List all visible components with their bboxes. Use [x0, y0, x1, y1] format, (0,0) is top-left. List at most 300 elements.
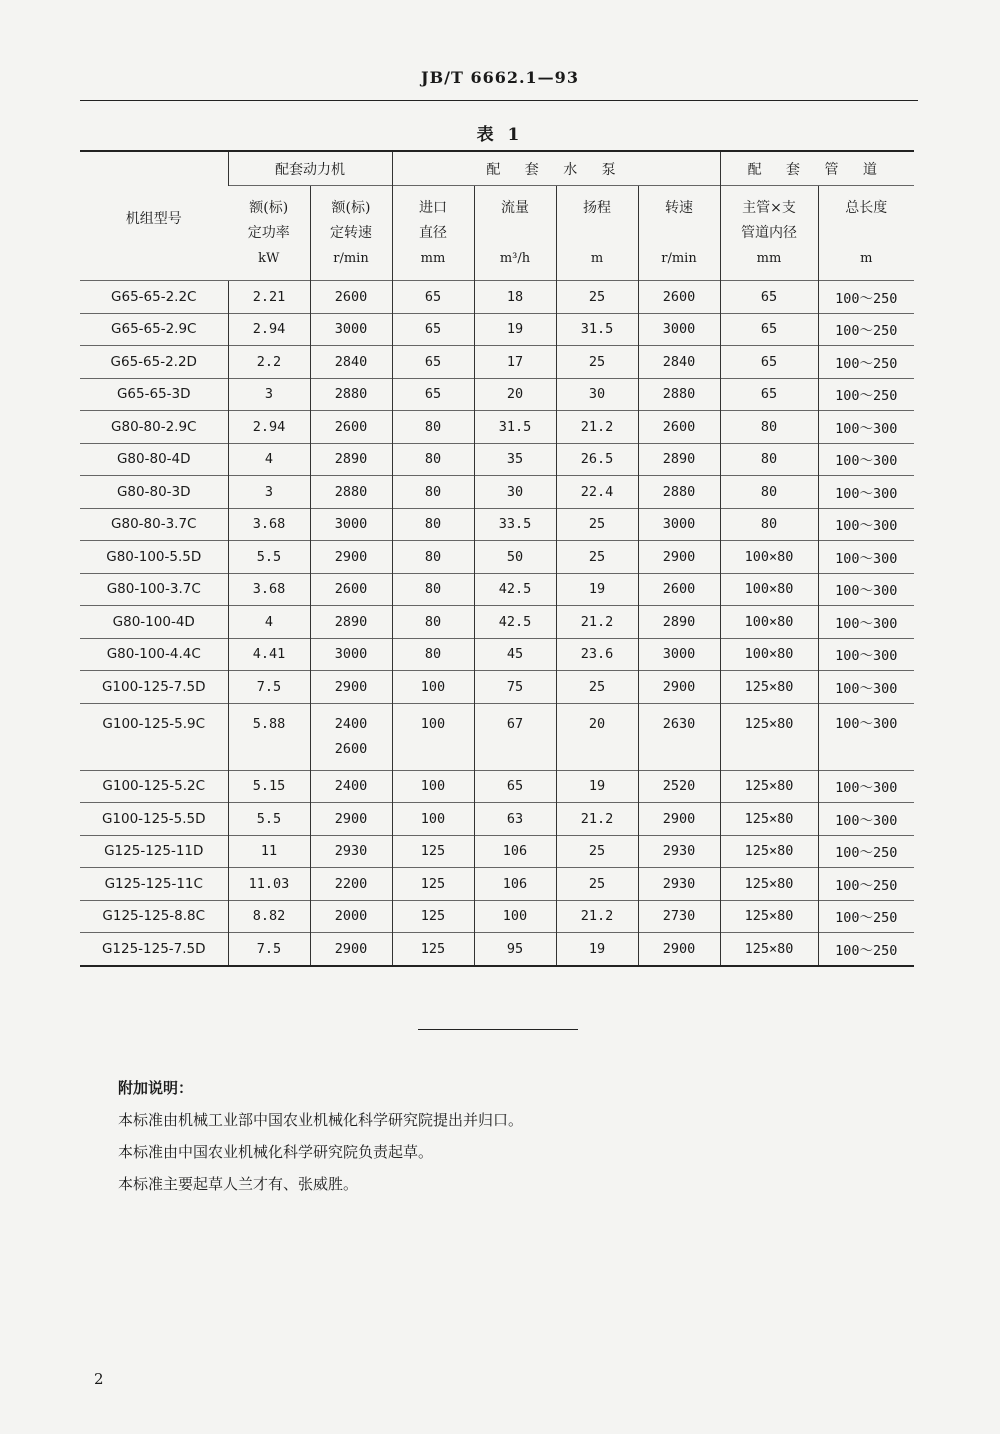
cell-value: 2200: [334, 875, 368, 892]
table-cell: [638, 573, 720, 606]
table-row: [80, 443, 914, 476]
cell-value: 2890: [334, 451, 368, 468]
table-cell: [638, 508, 720, 541]
cell-value: 100～300: [835, 518, 898, 535]
cell-value: 2600: [662, 581, 696, 598]
table-row: [80, 508, 914, 541]
table-row: [80, 803, 914, 836]
table-cell: [720, 313, 818, 346]
cell-value: 3: [264, 483, 274, 500]
model-cell: [80, 638, 228, 671]
table-cell: [638, 346, 720, 379]
cell-value: G65-65-3D: [116, 386, 191, 403]
cell-value: 31.5: [580, 321, 614, 338]
table-cell: [638, 378, 720, 411]
table-cell: [474, 508, 556, 541]
table-cell: [818, 411, 914, 444]
table-cell: [310, 573, 392, 606]
cell-value: 8.82: [252, 908, 286, 925]
table-cell: [556, 803, 638, 836]
cell-value: 25: [588, 288, 606, 305]
cell-value: 3.68: [252, 516, 286, 533]
model-cell: [80, 378, 228, 411]
cell-value: 31.5: [498, 418, 532, 435]
cell-value: 5.5: [256, 548, 282, 565]
table-cell: [474, 606, 556, 639]
spec-table: [80, 150, 914, 967]
table-cell: [392, 281, 474, 314]
cell-value: 25: [588, 678, 606, 695]
table-cell: [556, 770, 638, 803]
cell-value: 11: [260, 843, 278, 860]
cell-value: 33.5: [498, 516, 532, 533]
table-cell: [818, 606, 914, 639]
table-row: [80, 313, 914, 346]
column-unit: m: [860, 250, 873, 266]
table-cell: [474, 411, 556, 444]
column-header: [720, 186, 818, 281]
additional-notes: [118, 1072, 523, 1200]
cell-value: 21.2: [580, 418, 614, 435]
table-cell: [392, 671, 474, 704]
table-cell: [310, 346, 392, 379]
column-unit: r/min: [661, 250, 697, 266]
cell-value: 100: [420, 678, 446, 695]
cell-value: 100: [420, 810, 446, 827]
column-label: 流量: [501, 199, 529, 216]
table-cell: [818, 313, 914, 346]
cell-value: G125-125-11C: [104, 875, 203, 892]
table-cell: [556, 638, 638, 671]
cell-value: 5.5: [256, 810, 282, 827]
table-row: [80, 573, 914, 606]
column-unit: r/min: [333, 250, 369, 266]
power-unit-header: 配套动力机: [228, 151, 392, 186]
table-cell: [228, 933, 310, 966]
table-cell: [392, 835, 474, 868]
table-cell: [818, 541, 914, 574]
cell-value: 2000: [334, 908, 368, 925]
model-cell: [80, 868, 228, 901]
table-cell: [720, 281, 818, 314]
table-cell: [556, 671, 638, 704]
cell-value: 2600: [334, 581, 368, 598]
cell-value: 100～300: [835, 453, 898, 470]
header-rule: [80, 100, 918, 101]
table-cell: [310, 606, 392, 639]
cell-value: 2890: [662, 613, 696, 630]
table-cell: [474, 378, 556, 411]
cell-value: 21.2: [580, 810, 614, 827]
table-cell: [310, 476, 392, 509]
table-cell: [818, 803, 914, 836]
table-cell: [310, 378, 392, 411]
table-cell: [720, 508, 818, 541]
model-cell: [80, 671, 228, 704]
table-row: [80, 933, 914, 966]
cell-value: 2.2: [256, 353, 282, 370]
cell-value: G100-125-5.5D: [101, 810, 206, 827]
cell-value: 2600: [662, 288, 696, 305]
cell-value: 65: [424, 386, 442, 403]
column-label: 直径: [419, 224, 447, 241]
cell-value: 4: [264, 451, 274, 468]
table-cell: [392, 476, 474, 509]
cell-value: 35: [506, 451, 524, 468]
table-cell: [556, 573, 638, 606]
model-cell: [80, 835, 228, 868]
column-header: [228, 186, 310, 281]
table-cell: [556, 281, 638, 314]
cell-value: 100～250: [835, 323, 898, 340]
table-cell: [818, 346, 914, 379]
table-cell: [392, 638, 474, 671]
table-cell: [818, 770, 914, 803]
table-cell: [392, 868, 474, 901]
cell-value: 125×80: [744, 843, 794, 860]
cell-value: G125-125-11D: [104, 843, 204, 860]
cell-value: 2880: [334, 386, 368, 403]
table-title: 表 1: [476, 125, 524, 145]
cell-value: 100～300: [835, 780, 898, 797]
column-label: 定转速: [330, 224, 372, 241]
cell-value: 7.5: [256, 678, 282, 695]
cell-value: 2930: [662, 875, 696, 892]
cell-value: 3000: [334, 646, 368, 663]
cell-value: 30: [588, 386, 606, 403]
table-cell: [392, 541, 474, 574]
cell-value: 100×80: [744, 646, 794, 663]
cell-value: 25: [588, 516, 606, 533]
cell-value: 19: [588, 778, 606, 795]
cell-value: 4.41: [252, 646, 286, 663]
cell-value: 2840: [662, 353, 696, 370]
table-cell: [474, 638, 556, 671]
table-cell: [228, 868, 310, 901]
cell-value: 25: [588, 548, 606, 565]
cell-value: 80: [760, 516, 778, 533]
model-cell: [80, 346, 228, 379]
cell-value: G80-80-4D: [116, 451, 191, 468]
cell-value: 100～300: [835, 485, 898, 502]
pipe-header: 配 套 管 道: [720, 151, 914, 186]
table-row: [80, 671, 914, 704]
cell-value: 2840: [334, 353, 368, 370]
cell-value: G100-125-5.9C: [102, 715, 206, 732]
cell-value: 2890: [334, 613, 368, 630]
cell-value: 65: [424, 321, 442, 338]
table-cell: [310, 313, 392, 346]
table-cell: [474, 313, 556, 346]
cell-value: 100～250: [835, 355, 898, 372]
table-cell: [228, 443, 310, 476]
cell-value: 106: [502, 843, 528, 860]
column-header: [818, 186, 914, 281]
cell-value: 3000: [662, 516, 696, 533]
cell-value: 95: [506, 940, 524, 957]
cell-value: 4: [264, 613, 274, 630]
cell-value: 100～300: [835, 550, 898, 567]
cell-value: 100～250: [835, 388, 898, 405]
cell-value: 80: [424, 451, 442, 468]
cell-value: 100～300: [835, 648, 898, 665]
cell-value: G65-65-2.2D: [110, 353, 197, 370]
cell-value: 5.15: [252, 778, 286, 795]
table-cell: [818, 703, 914, 770]
column-label: 主管×支: [742, 199, 796, 216]
cell-value: 125: [420, 940, 446, 957]
table-row: [80, 900, 914, 933]
cell-value: 3000: [662, 646, 696, 663]
cell-value: 2900: [334, 678, 368, 695]
model-cell: [80, 606, 228, 639]
column-header: [474, 186, 556, 281]
cell-value: 125×80: [744, 810, 794, 827]
cell-value: 100～300: [835, 420, 898, 437]
table-cell: [228, 835, 310, 868]
cell-value: 100: [420, 778, 446, 795]
cell-value: 125×80: [744, 940, 794, 957]
column-label: 额(标): [331, 199, 371, 216]
cell-value: 80: [424, 646, 442, 663]
column-label: 转速: [665, 199, 693, 216]
table-cell: [310, 835, 392, 868]
table-cell: [720, 573, 818, 606]
table-cell: [228, 671, 310, 704]
table-cell: [228, 346, 310, 379]
table-cell: [638, 606, 720, 639]
cell-value: 80: [760, 483, 778, 500]
table-cell: [556, 933, 638, 966]
table-cell: [720, 378, 818, 411]
cell-value: 22.4: [580, 483, 614, 500]
note-line: 本标准主要起草人兰才有、张威胜。: [118, 1175, 359, 1193]
table-row: [80, 770, 914, 803]
column-unit: mm: [756, 250, 782, 266]
model-cell: [80, 476, 228, 509]
table-row: [80, 638, 914, 671]
table-cell: [392, 378, 474, 411]
table-cell: [392, 933, 474, 966]
table-cell: [638, 868, 720, 901]
cell-value: 100～300: [835, 812, 898, 829]
standard-code-header: JB/T 6662.1—93: [421, 68, 579, 87]
table-cell: [392, 313, 474, 346]
table-cell: [228, 900, 310, 933]
table-cell: [818, 281, 914, 314]
table-cell: [474, 443, 556, 476]
column-header: [638, 186, 720, 281]
cell-value: 100～250: [835, 845, 898, 862]
table-cell: [310, 281, 392, 314]
cell-value: 3: [264, 386, 274, 403]
cell-value: 50: [506, 548, 524, 565]
column-label: 定功率: [247, 224, 290, 241]
cell-value: 80: [424, 418, 442, 435]
table-cell: [310, 803, 392, 836]
table-cell: [818, 900, 914, 933]
cell-value: G80-80-3.7C: [111, 516, 197, 533]
cell-value: 125×80: [744, 715, 794, 732]
cell-value: 42.5: [498, 613, 532, 630]
table-cell: [720, 868, 818, 901]
cell-value: 125: [420, 875, 446, 892]
cell-value: 19: [588, 940, 606, 957]
table-cell: [720, 770, 818, 803]
table-cell: [310, 868, 392, 901]
table-cell: [392, 346, 474, 379]
table-row: [80, 281, 914, 314]
table-cell: [310, 770, 392, 803]
cell-value: 7.5: [256, 940, 282, 957]
column-label: [639, 221, 720, 246]
cell-value: 2880: [334, 483, 368, 500]
table-cell: [228, 803, 310, 836]
cell-value: 2930: [334, 843, 368, 860]
note-line: 本标准由机械工业部中国农业机械化科学研究院提出并归口。: [118, 1111, 524, 1129]
table-cell: [228, 476, 310, 509]
cell-value: 100～250: [835, 910, 898, 927]
cell-value: G100-125-5.2C: [102, 778, 206, 795]
cell-value: 125×80: [744, 778, 794, 795]
cell-value: 125: [420, 908, 446, 925]
table-cell: [392, 703, 474, 770]
cell-value: 125×80: [744, 678, 794, 695]
table-cell: [556, 313, 638, 346]
cell-value: 80: [760, 418, 778, 435]
cell-value: 100～250: [835, 942, 898, 959]
table-cell: [818, 508, 914, 541]
table-cell: [392, 606, 474, 639]
cell-value: 100～300: [835, 680, 898, 697]
cell-value: 2730: [662, 908, 696, 925]
table-cell: [720, 346, 818, 379]
cell-value: G80-100-5.5D: [106, 548, 202, 565]
model-cell: [80, 541, 228, 574]
table-cell: [638, 803, 720, 836]
column-unit: mm: [420, 250, 446, 266]
cell-value: 2880: [662, 386, 696, 403]
table-cell: [556, 900, 638, 933]
cell-value: 42.5: [498, 581, 532, 598]
model-cell: [80, 443, 228, 476]
cell-value: 2.21: [252, 288, 286, 305]
table-cell: [720, 638, 818, 671]
table-cell: [556, 606, 638, 639]
cell-value: 2630: [662, 715, 696, 732]
cell-value: G65-65-2.9C: [111, 321, 197, 338]
table-row: [80, 868, 914, 901]
model-cell: [80, 281, 228, 314]
cell-value: 65: [424, 353, 442, 370]
cell-value: 25: [588, 875, 606, 892]
table-cell: [720, 933, 818, 966]
table-cell: [228, 508, 310, 541]
cell-value: 2900: [334, 548, 368, 565]
cell-value: 2400: [334, 715, 368, 732]
cell-value: G80-80-3D: [116, 483, 191, 500]
cell-value: 65: [424, 288, 442, 305]
cell-value: 80: [424, 613, 442, 630]
cell-value: 65: [760, 386, 778, 403]
cell-value: 65: [760, 321, 778, 338]
table-cell: [228, 541, 310, 574]
column-unit: kW: [258, 250, 280, 266]
column-label: [557, 221, 638, 246]
table-cell: [474, 933, 556, 966]
cell-value: 2520: [662, 778, 696, 795]
table-cell: [474, 770, 556, 803]
table-cell: [474, 346, 556, 379]
column-unit: m: [590, 250, 604, 266]
table-cell: [392, 573, 474, 606]
cell-value: 65: [506, 778, 524, 795]
table-cell: [720, 671, 818, 704]
cell-value-secondary: 2600: [334, 740, 368, 757]
model-cell: [80, 900, 228, 933]
cell-value: 2600: [334, 418, 368, 435]
table-cell: [556, 508, 638, 541]
cell-value: 125×80: [744, 908, 794, 925]
cell-value: G80-100-4.4C: [106, 646, 201, 663]
table-cell: [228, 703, 310, 770]
table-cell: [556, 868, 638, 901]
cell-value: 2.94: [252, 321, 286, 338]
table-cell: [392, 900, 474, 933]
table-cell: [310, 638, 392, 671]
table-cell: [638, 933, 720, 966]
column-label: [475, 221, 556, 246]
table-cell: [556, 378, 638, 411]
column-label: 额(标): [249, 199, 289, 216]
model-cell: [80, 313, 228, 346]
cell-value: G80-100-4D: [112, 613, 195, 630]
table-row: [80, 703, 914, 770]
table-row: [80, 411, 914, 444]
table-cell: [556, 346, 638, 379]
cell-value: 11.03: [248, 875, 290, 892]
table-row: [80, 835, 914, 868]
model-cell: [80, 803, 228, 836]
page-number: 2: [94, 1370, 104, 1388]
cell-value: 3000: [334, 321, 368, 338]
table-cell: [474, 671, 556, 704]
model-cell: [80, 508, 228, 541]
model-cell: [80, 411, 228, 444]
table-cell: [818, 378, 914, 411]
cell-value: 2930: [662, 843, 696, 860]
model-header: 机组型号: [80, 151, 228, 281]
cell-value: 45: [506, 646, 524, 663]
table-cell: [720, 443, 818, 476]
table-cell: [392, 770, 474, 803]
cell-value: 65: [760, 288, 778, 305]
cell-value: 100～300: [835, 583, 898, 600]
table-cell: [310, 933, 392, 966]
table-cell: [474, 281, 556, 314]
cell-value: 2900: [334, 940, 368, 957]
table-cell: [310, 411, 392, 444]
table-cell: [818, 933, 914, 966]
cell-value: 100～300: [835, 615, 898, 632]
table-cell: [720, 606, 818, 639]
note-line: 本标准由中国农业机械化科学研究院负责起草。: [118, 1143, 434, 1161]
table-cell: [638, 835, 720, 868]
table-cell: [818, 573, 914, 606]
cell-value: G80-80-2.9C: [111, 418, 197, 435]
cell-value: 30: [506, 483, 524, 500]
column-label: 扬程: [583, 199, 611, 216]
